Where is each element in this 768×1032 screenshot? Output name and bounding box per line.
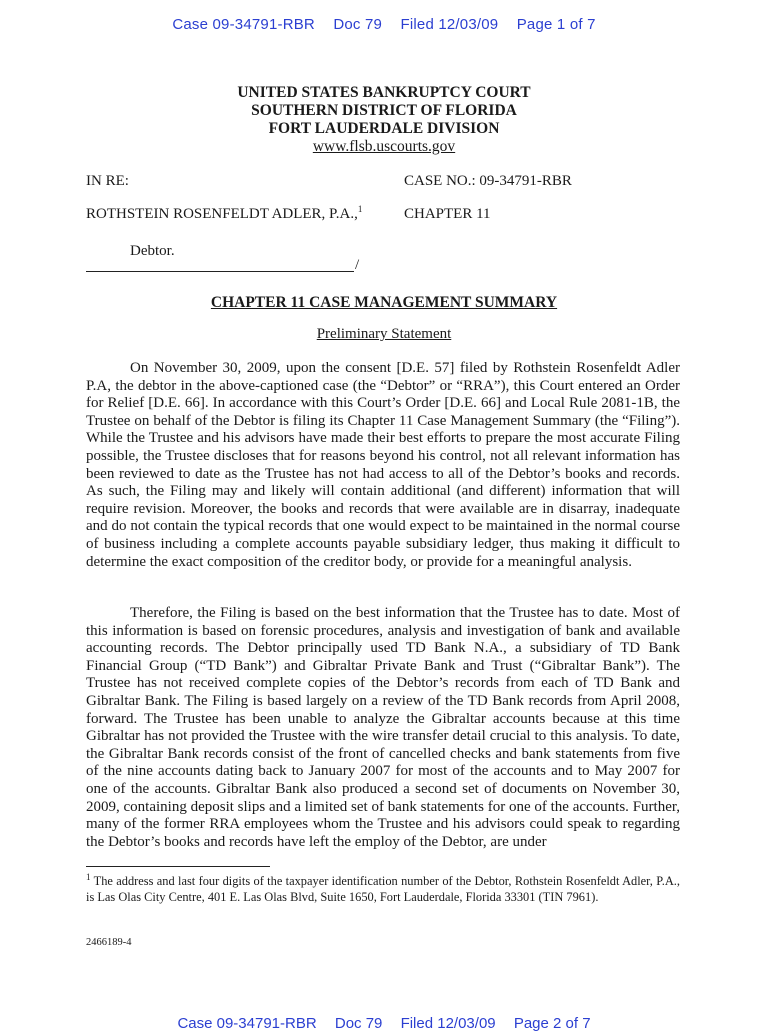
paragraph-1: On November 30, 2009, upon the consent [D.E. 57] filed by Rothstein Rosenfeldt Adler P.A, the debtor in the above-captioned case (the “Debtor” or “RRA”), this Court entered an Order for Relief [D.E. 66]. In accordance with this Court’s Order [D.E. 66] and Local Rule 2081-1B, the Trustee on behalf of the Debtor is filing its Chapter 11 Case Management Summary (the “Filing”). While the Trustee and his advisors have made their best efforts to prepare the most accurate Filing possible, the Trustee discloses that for reasons beyond his control, not all relevant information has been reviewed to date as the Trustee has not had access to all of the Debtor’s books and records. As such, the Filing may and likely will contain additional (and different) information that will require revision. Moreover, the books and records that were available are in disarray, inadequate and do not contain the typical records that one would expect to be maintained in the normal course of business including a complete accounts payable subsidiary ledger, thus making it difficult to determine the exact composition of the creditor body, or provide for a meaningful analysis.	[86, 360, 680, 570]
caption-slash: /	[355, 257, 360, 273]
footnote	[86, 871, 681, 905]
next-stamp-doc-number: Doc 79	[334, 1015, 383, 1032]
court-heading	[0, 84, 768, 156]
document-title: CHAPTER 11 CASE MANAGEMENT SUMMARY	[210, 294, 558, 311]
stamp-page-number: Page 1 of 7	[516, 16, 596, 33]
court-district: SOUTHERN DISTRICT OF FLORIDA	[251, 102, 517, 119]
caption-rule	[86, 271, 354, 272]
next-stamp-page-number: Page 2 of 7	[513, 1015, 591, 1032]
court-name: UNITED STATES BANKRUPTCY COURT	[237, 84, 531, 101]
footnote-reference: 1	[357, 204, 363, 214]
footnote-mark: 1	[86, 871, 91, 882]
footnote-divider	[86, 866, 270, 867]
paragraph-2: Therefore, the Filing is based on the best information that the Trustee has to date. Most of this information is based on forensic procedures, analysis and investigation of bank and available accounting records. The Debtor principally used TD Bank N.A., a subsidiary of TD Bank Financial Group (“TD Bank”) and Gibraltar Private Bank and Trust (“Gibraltar Bank”). The Trustee has not received complete copies of the Debtor’s records from each of TD Bank and Gibraltar Bank. The Filing is based largely on a review of the TD Bank records from April 2008, forward. The Trustee has been unable to analyze the Gibraltar accounts because at this time Gibraltar has not provided the Trustee with the wire transfer detail crucial to this analysis. To date, the Gibraltar Bank records consist of the front of cancelled checks and bank statements from five of the nine accounts dating back to January 2007 for most of the accounts and to May 2007 for one of the accounts. Gibraltar Bank also produced a second set of documents on November 30, 2009, containing deposit slips and a limited set of bank statements for one of the accounts. Further, many of the former RRA employees whom the Trustee and his advisors could speak to regarding the Debtor’s books and records have left the employ of the Debtor, are under	[86, 605, 680, 850]
court-url: www.flsb.uscourts.gov	[312, 138, 456, 155]
stamp-doc-number: Doc 79	[333, 16, 383, 33]
footnote-text: The address and last four digits of the taxpayer identification number of the Debtor, Rothstein Rosenfeldt Adler, P.A., is Las Olas City Centre, 401 E. Las Olas Blvd, Suite 1650, Fort Lauderdale, Florida 33301 (TIN 7961).	[86, 874, 681, 904]
debtor-name	[86, 206, 362, 223]
debtor-name-text: ROTHSTEIN ROSENFELDT ADLER, P.A.,	[86, 206, 358, 222]
section-heading: Preliminary Statement	[316, 326, 452, 342]
case-number: CASE NO.: 09-34791-RBR	[404, 173, 572, 189]
next-stamp-case-number: Case 09-34791-RBR	[177, 1015, 317, 1032]
filing-stamp	[0, 16, 768, 33]
stamp-case-number: Case 09-34791-RBR	[172, 16, 315, 33]
document-id: 2466189-4	[86, 937, 132, 948]
in-re-label: IN RE:	[86, 173, 129, 189]
next-stamp-filed-date: Filed 12/03/09	[400, 1015, 496, 1032]
chapter-label: CHAPTER 11	[404, 206, 491, 222]
debtor-label: Debtor.	[130, 243, 175, 259]
stamp-filed-date: Filed 12/03/09	[400, 16, 499, 33]
court-division: FORT LAUDERDALE DIVISION	[268, 120, 500, 137]
